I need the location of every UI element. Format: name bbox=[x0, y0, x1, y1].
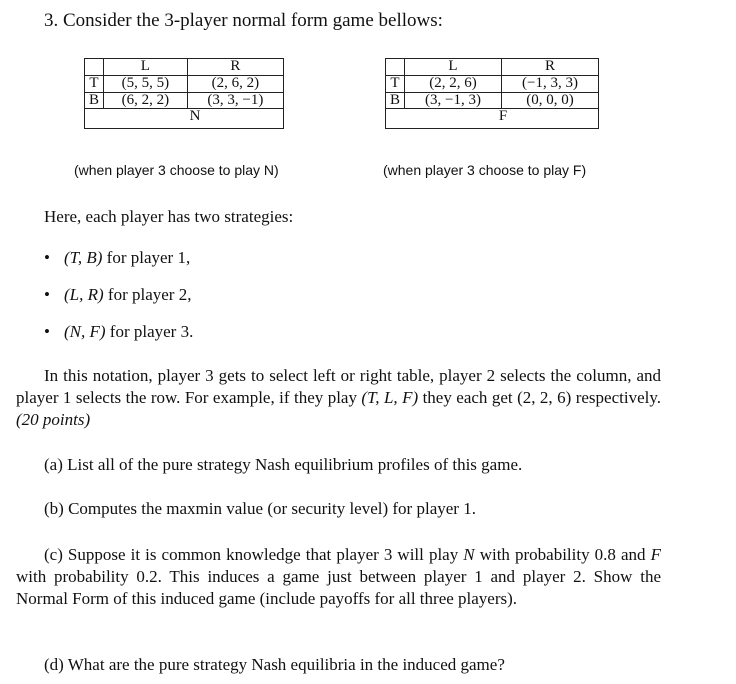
bullet-icon: • bbox=[44, 322, 50, 341]
bullet-icon: • bbox=[44, 248, 50, 267]
payoff-cell: (6, 2, 2) bbox=[104, 92, 188, 109]
payoff-cell: (−1, 3, 3) bbox=[502, 75, 599, 92]
points-label: (20 points) bbox=[16, 410, 91, 429]
part-d: (d) What are the pure strategy Nash equilibria in the induced game? bbox=[44, 655, 505, 674]
column-header-r: R bbox=[502, 59, 599, 76]
caption-n: (when player 3 choose to play N) bbox=[74, 162, 279, 178]
list-item bbox=[44, 248, 193, 285]
strategy-owner: for player 1, bbox=[102, 248, 191, 267]
payoff-cell: (3, 3, −1) bbox=[187, 92, 283, 109]
strategy-f: F bbox=[650, 545, 661, 564]
list-item bbox=[44, 322, 193, 359]
table-footer-f: F bbox=[386, 109, 599, 129]
payoff-cell: (0, 0, 0) bbox=[502, 92, 599, 109]
column-header-r: R bbox=[187, 59, 283, 76]
part-c-text-mid: with probability 0.8 and bbox=[474, 545, 651, 564]
row-label-b: B bbox=[85, 92, 104, 109]
payoff-table-n bbox=[84, 58, 284, 129]
notation-text: In this notation, player 3 gets to select left or right table, player 2 selects the column, and player 1 selects the row. For example, if they play bbox=[16, 366, 661, 407]
part-a: (a) List all of the pure strategy Nash equilibrium profiles of this game. bbox=[44, 455, 523, 474]
strategy-owner: for player 2, bbox=[103, 285, 192, 304]
table-footer-n: N bbox=[85, 109, 284, 129]
strategy-n: N bbox=[463, 545, 475, 564]
list-item bbox=[44, 285, 193, 322]
caption-f: (when player 3 choose to play F) bbox=[383, 162, 587, 178]
part-c-text: (c) Suppose it is common knowledge that player 3 will play bbox=[44, 545, 464, 564]
example-profile: (T, L, F) bbox=[361, 388, 419, 407]
payoff-table-f bbox=[385, 58, 599, 129]
question-title: 3. Consider the 3-player normal form game bellows: bbox=[44, 10, 443, 31]
payoff-cell: (5, 5, 5) bbox=[104, 75, 188, 92]
payoff-cell: (2, 2, 6) bbox=[405, 75, 502, 92]
strategy-owner: for player 3. bbox=[105, 322, 194, 341]
strategy-set: (L, R) bbox=[64, 285, 104, 304]
column-header-l: L bbox=[104, 59, 188, 76]
notation-text-end: they each get (2, 2, 6) respectively. bbox=[418, 388, 661, 407]
payoff-cell: (2, 6, 2) bbox=[187, 75, 283, 92]
row-label-t: T bbox=[85, 75, 104, 92]
part-c bbox=[16, 544, 661, 610]
part-c-text-end: with probability 0.2. This induces a game just between player 1 and player 2. Show the Normal Form of this induced game (include payoffs for all three players). bbox=[16, 567, 661, 608]
bullet-icon: • bbox=[44, 285, 50, 304]
strategy-list bbox=[44, 248, 193, 359]
strategy-set: (N, F) bbox=[64, 322, 106, 341]
part-b: (b) Computes the maxmin value (or security level) for player 1. bbox=[44, 499, 476, 518]
strategy-set: (T, B) bbox=[64, 248, 103, 267]
row-label-t: T bbox=[386, 75, 405, 92]
row-label-b: B bbox=[386, 92, 405, 109]
payoff-cell: (3, −1, 3) bbox=[405, 92, 502, 109]
notation-paragraph bbox=[16, 365, 661, 431]
strategies-intro: Here, each player has two strategies: bbox=[44, 207, 294, 226]
column-header-l: L bbox=[405, 59, 502, 76]
